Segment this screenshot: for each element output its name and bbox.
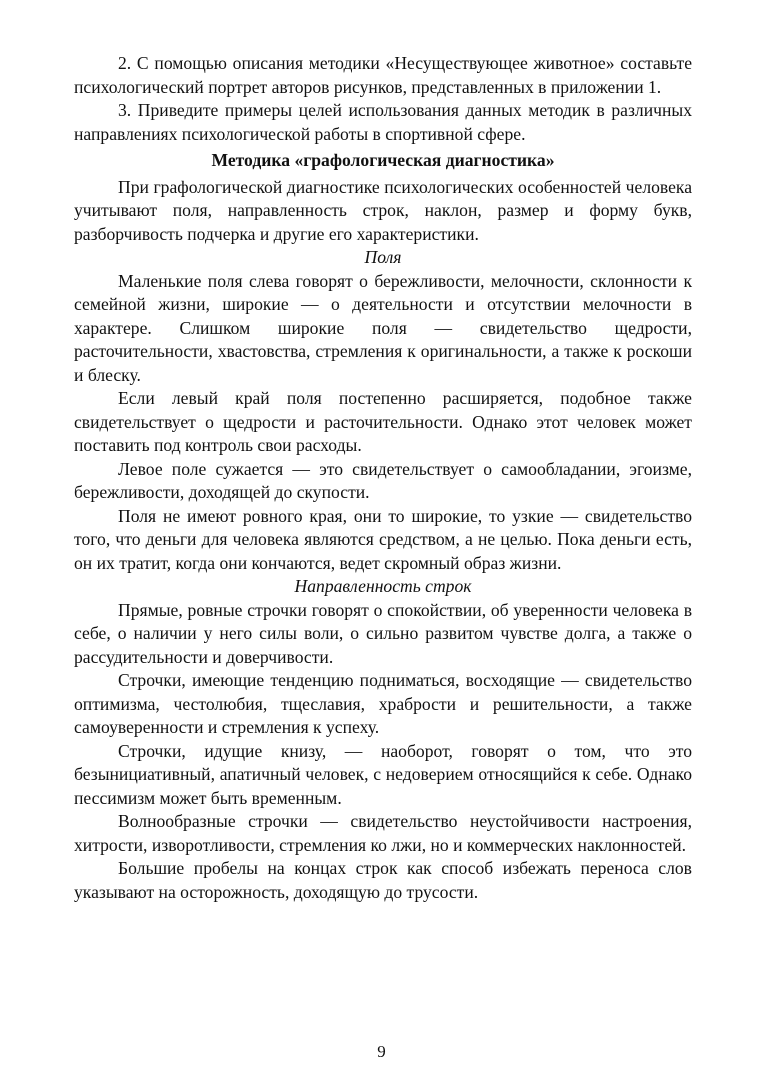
subsection-title-margins: Поля <box>364 247 402 267</box>
paragraph: Поля не имеют ровного края, они то широкие, то узкие — свидетельство того, что деньги для человека являются средством, а не целью. Пока деньги есть, он их тратит, когда они кончаются, ведет скромный образ жизни. <box>74 505 692 573</box>
task-item: 2. С помощью описания методики «Несуществующее животное» составьте психологический портрет авторов рисунков, представленных в приложении 1. <box>74 53 692 97</box>
task-item: 3. Приведите примеры целей использования данных методик в различных направлениях психологической работы в спортивной сфере. <box>74 100 692 144</box>
paragraph: Волнообразные строчки — свидетельство неустойчивости настроения, хитрости, изворотливости, стремления ко лжи, но и коммерческих наклонностей. <box>74 811 692 855</box>
paragraph: Большие пробелы на концах строк как способ избежать переноса слов указывают на осторожность, доходящую до трусости. <box>74 858 692 902</box>
paragraph: Если левый край поля постепенно расширяется, подобное также свидетельствует о щедрости и расточительности. Однако этот человек может поставить под контроль свои расходы. <box>74 388 692 455</box>
paragraph: Левое поле сужается — это свидетельствует о самообладании, эгоизме, бережливости, доходящей до скупости. <box>74 458 692 502</box>
paragraph: Строчки, имеющие тенденцию подниматься, восходящие — свидетельство оптимизма, честолюбия, тщеславия, храбрости и решительности, а также самоуверенности и стремления к успеху. <box>74 670 692 737</box>
paragraph: Прямые, ровные строчки говорят о спокойствии, об уверенности человека в себе, о наличии у него силы воли, о сильно развитом чувстве долга, а также о рассудительности и доверчивости. <box>74 599 692 667</box>
paragraph: Строчки, идущие книзу, — наоборот, говорят о том, что это безынициативный, апатичный человек, с недоверием относящийся к себе. Однако пессимизм может быть временным. <box>74 740 692 808</box>
paragraph: Маленькие поля слева говорят о бережливости, мелочности, склонности к семейной жизни, широкие — о деятельности и отсутствии мелочности в характере. Слишком широкие поля — свидетельство щедрости, расточительности, хвастовства, стремления к оригинальности, а также к роскоши и блеску. <box>74 270 692 385</box>
subsection-title-lines: Направленность строк <box>294 576 472 596</box>
section-title: Методика «графологическая диагностика» <box>211 150 555 170</box>
intro-paragraph: При графологической диагностике психологических особенностей человека учитывают поля, направленность строк, наклон, размер и форму букв, разборчивость подчерка и другие его характеристики. <box>74 176 692 244</box>
page-number: 9 <box>377 1042 386 1061</box>
page-body <box>74 52 692 904</box>
